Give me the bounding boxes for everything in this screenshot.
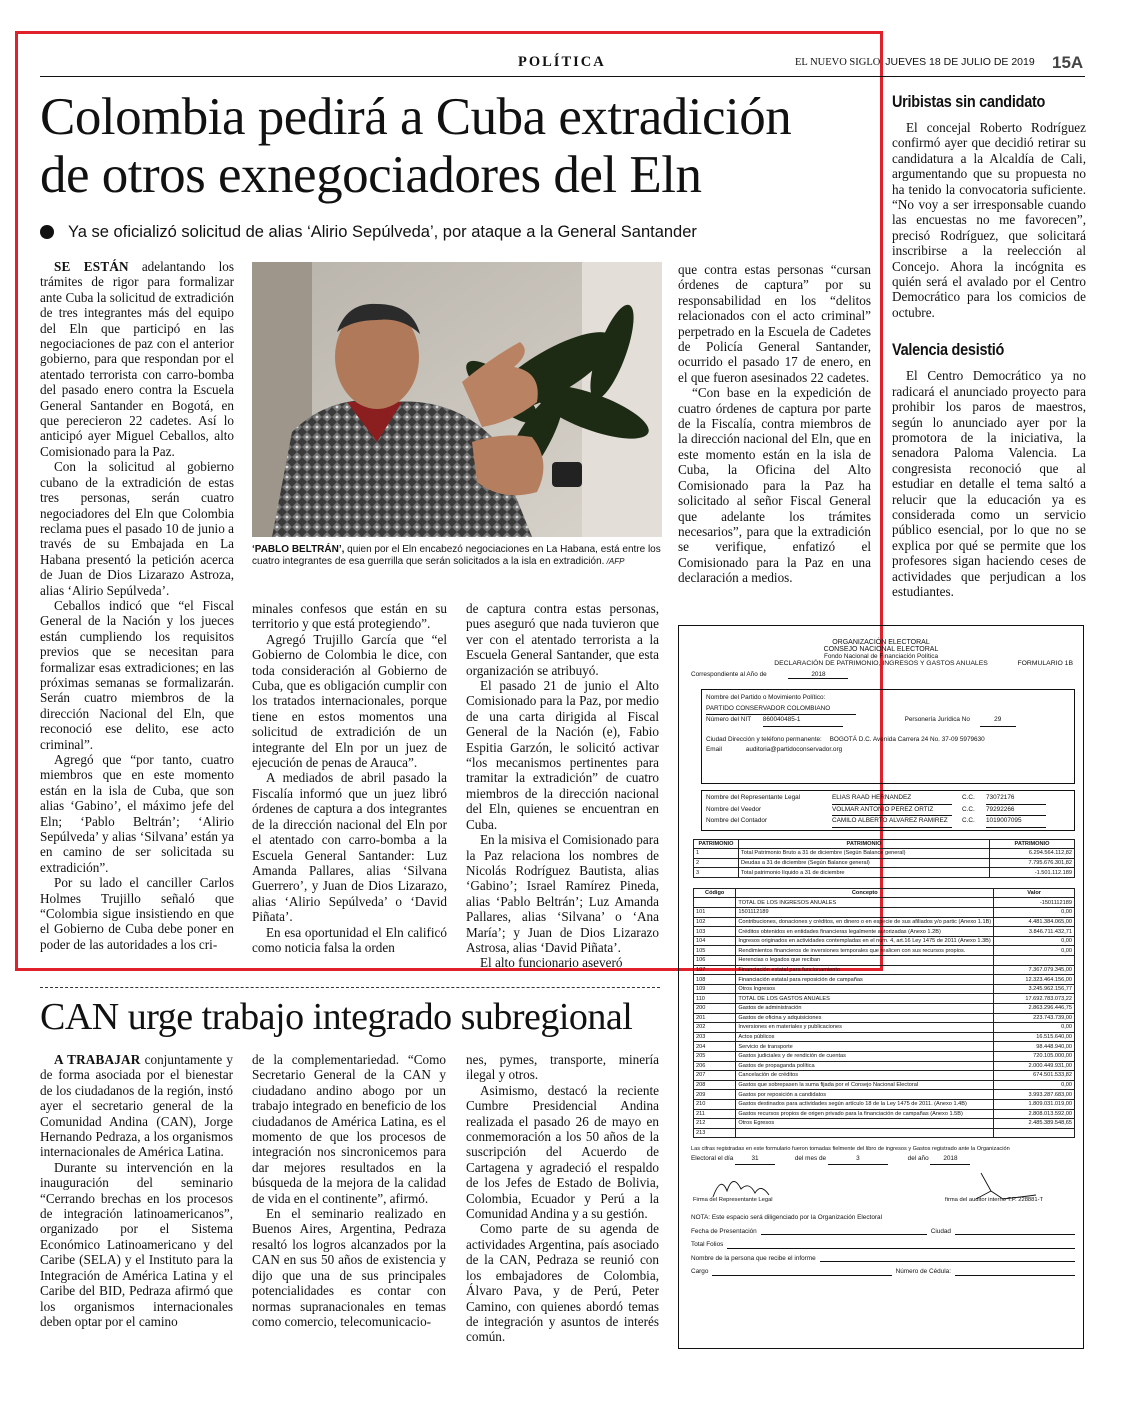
cell: [694, 898, 736, 908]
patr-header: PATRIMONIO: [990, 839, 1075, 849]
concept-header: Concepto: [736, 888, 994, 898]
photo-illustration: [252, 262, 662, 537]
paragraph: En la misiva el Comisionado para la Paz relaciona los nombres de Nicolás Rodríguez Bautista, alias ‘Gabino’; Israel Ramírez Pineda, alias ‘Pablo Beltrán’; Luz Amanda Pallares, alias ‘Silvana’ o ‘Ana María’; y Juan de Dios Lizarazo Astrosa, alias ‘David Piñata’.: [466, 832, 659, 955]
city-value: BOGOTÁ D.C. Avenida Carrera 24 No. 37-09 5979630: [829, 735, 985, 743]
person-cc: C.C.: [962, 805, 975, 813]
bullet-icon: [40, 225, 54, 239]
year-value: 2018: [788, 671, 848, 679]
cell: Cancelación de créditos: [736, 1071, 994, 1081]
main-col-3: [466, 601, 659, 971]
form-fund: Fondo Nacional de Financiación Política: [823, 653, 939, 660]
table-row: [694, 858, 1075, 868]
day-value: 31: [735, 1154, 775, 1165]
cell: [736, 1128, 994, 1138]
table-row: [694, 1119, 1075, 1129]
photo-pablo-beltran: [252, 262, 662, 537]
cell: 107: [694, 965, 736, 975]
cell: 2.863.296.446,75: [994, 1004, 1075, 1014]
cell: 1501112189: [736, 908, 994, 918]
person-row: [706, 816, 1070, 828]
subtitle: [40, 223, 870, 242]
sig-auditor-label: firma del auditor interno T.P. 228881-T: [945, 1197, 1044, 1204]
person-name: ELIAS RAAD HERNANDEZ: [832, 793, 952, 805]
cell: Gastos de propaganda política: [736, 1061, 994, 1071]
cell: 2.000.449.931,00: [994, 1061, 1075, 1071]
newspaper-name: EL NUEVO SIGLO: [795, 57, 881, 68]
cell: 102: [694, 917, 736, 927]
date-text: JUEVES 18 DE JULIO DE 2019: [885, 56, 1035, 68]
form-note: NOTA: Este espacio será diligenciado por la Organización Electoral: [691, 1214, 882, 1222]
cell: 3.846.711.432,71: [994, 927, 1075, 937]
cell: Rendimientos financieros de inversiones temporales que realicen con sus recursos propios.: [736, 946, 994, 956]
cell: Gastos judiciales y de rendición de cuentas: [736, 1051, 994, 1061]
person-cc: C.C.: [962, 817, 975, 824]
cell: -1501112189: [994, 898, 1075, 908]
cell: 720.105.000,00: [994, 1051, 1075, 1061]
paragraph: minales confesos que están en su territorio y que está protegiendo”.: [252, 601, 447, 632]
headline-line-2: de otros exnegociadores del Eln: [40, 146, 702, 204]
concept-header: Valor: [994, 888, 1075, 898]
party-box: [701, 689, 1075, 784]
field-line: [712, 1265, 891, 1276]
paragraph: Agregó que “por tanto, cuatro miembros que en este momento están en la isla de Cuba, que son alias ‘Gabino’, el máximo jefe del Eln; ‘Pablo Beltrán’; ‘Alirio Sepúlveda’ y alias ‘Silvana’ están ya en camino de ser solicitada su extradición”.: [40, 752, 234, 875]
caption-credit: /AFP: [604, 557, 625, 567]
person-number: 79292266: [986, 805, 1046, 817]
cell: Otros Ingresos: [736, 984, 994, 994]
cell: 4.481.384.065,00: [994, 917, 1075, 927]
cell: Servicio de transporte: [736, 1042, 994, 1052]
can-headline: CAN urge trabajo integrado subregional: [40, 996, 633, 1038]
paragraph: Agregó Trujillo García que “el Gobierno de Colombia le dice, con toda consideración al Gobierno de Cuba, que es obligación cumplir con los tratados internacionales, porque tiene en estos momentos una solicitud de extradición de un integrante del Eln por un juez de ejecución de penas de Arauca”.: [252, 631, 447, 771]
page-number: 15A: [1052, 53, 1084, 72]
cell: 105: [694, 946, 736, 956]
paragraph: Asimismo, destacó la reciente Cumbre Presidencial Andina realizada el pasado 26 de mayo en conmemoración a los 50 años de la suscripción del Acuerdo de Cartagena y agradeció el respaldo de los Jefes de Estado de Bolivia, Colombia, Ecuador y Perú a la Comunidad Andina y a su gestión.: [466, 1082, 659, 1222]
table-row: [694, 1099, 1075, 1109]
cell: 0,00: [994, 1080, 1075, 1090]
cell: 203: [694, 1032, 736, 1042]
cell: Total patrimonio líquido a 31 de diciembre: [739, 868, 990, 878]
cell: 207: [694, 1071, 736, 1081]
field-line: [727, 1238, 1075, 1249]
cell: Actos públicos: [736, 1032, 994, 1042]
cell: Gastos que sobrepasen la suma fijada por el Consejo Nacional Electoral: [736, 1080, 994, 1090]
year-label: Correspondiente al Año de: [691, 671, 767, 678]
form-declaration: DECLARACIÓN DE PATRIMONIO, INGRESOS Y GASTOS ANUALES: [774, 660, 988, 667]
cell: Total Patrimonio Bruto a 31 de diciembre (Según Balance general): [739, 849, 990, 859]
paragraph: que contra estas personas “cursan órdenes de captura” por su responsabilidad en los “delitos relacionados con el acto criminal” perpetrado en la Escuela de Cadetes de Policía General Santander, ocurrido el pasado 17 de enero, en el que fueron asesinados 22 cadetes.: [678, 262, 871, 385]
year2-label: del año: [907, 1155, 929, 1163]
person-name: CAMILO ALBERTO ALVAREZ RAMIREZ: [832, 816, 952, 828]
month-value: 3: [828, 1154, 888, 1165]
cell: Gastos de administración: [736, 1004, 994, 1014]
cell: Contribuciones, donaciones y créditos, en dinero o en especie de sus afiliados y/o partic (Anexo 1.1B): [736, 917, 994, 927]
can-col-3: [466, 1052, 659, 1345]
cell: 106: [694, 956, 736, 966]
cell: Gastos por reposición a candidatos: [736, 1090, 994, 1100]
cell: 103: [694, 927, 736, 937]
cell: 206: [694, 1061, 736, 1071]
form-council: CONSEJO NACIONAL ELECTORAL: [823, 646, 939, 653]
party-label: Nombre del Partido o Movimiento Político:: [706, 694, 826, 701]
field-label: Total Folios: [691, 1241, 724, 1249]
table-row: [694, 1023, 1075, 1033]
cell: [994, 1128, 1075, 1138]
table-row: [694, 994, 1075, 1004]
photo-caption: [252, 544, 664, 568]
cell: 17.692.783.073,22: [994, 994, 1075, 1004]
cell: Gastos recursos propios de origen privado para la financiación de campañas (Anexo 1.5B): [736, 1109, 994, 1119]
cell: 6.294.564.112,82: [990, 849, 1075, 859]
cell: 209: [694, 1090, 736, 1100]
cell: 101: [694, 908, 736, 918]
concept-header: Código: [694, 888, 736, 898]
cell: 110: [694, 994, 736, 1004]
cell: 3: [694, 868, 739, 878]
main-headline: [40, 88, 880, 204]
certification-text: Las cifras registradas en este formulario fueron tomadas fielmente del libro de ingresos y Gastos registrado ante la Organización: [691, 1146, 1010, 1153]
cell: 0,00: [994, 908, 1075, 918]
cell: -1.501.112.189: [990, 868, 1075, 878]
table-row: [694, 898, 1075, 908]
paragraph: nes, pymes, transporte, minería ilegal y otros.: [466, 1052, 659, 1083]
field-label: Nombre de la persona que recibe el informe: [691, 1254, 816, 1262]
paragraph: El alto funcionario aseveró: [480, 955, 623, 971]
patr-header: PATRIMONIO: [694, 839, 739, 849]
table-row: [694, 868, 1075, 878]
cell: Otros Egresos: [736, 1119, 994, 1129]
cell: TOTAL DE LOS GASTOS ANUALES: [736, 994, 994, 1004]
cell: 3.993.287.683,00: [994, 1090, 1075, 1100]
table-row: [694, 1051, 1075, 1061]
table-row: [694, 908, 1075, 918]
table-row: [694, 1004, 1075, 1014]
certification-date: [691, 1154, 1075, 1165]
cell: 0,00: [994, 946, 1075, 956]
cell: 2.808.013.592,00: [994, 1109, 1075, 1119]
table-row: [694, 936, 1075, 946]
caption-text: quien por el Eln encabezó negociaciones en La Habana, está entre los cuatro integrantes de esa guerrilla que serán solicitados a la isla en extradición.: [252, 544, 661, 568]
cell: Financiación estatal para funcionamiento: [736, 965, 994, 975]
person-name: VOLMAR ANTONIO PEREZ ORTIZ: [832, 805, 952, 817]
cell: 213: [694, 1128, 736, 1138]
paragraph: Durante su intervención en la inauguración del seminario “Cerrando brechas en los procesos de integración latinoamericanos”, organizado por el Sistema Económico Latinoamericano y del Caribe (SELA) y el Instituto para la Integración de América Latina y el Caribe del BID, Pedraza afirmó que los organismos internacionales deben optar por el camino: [40, 1159, 233, 1329]
paragraph: A mediados de abril pasado la Fiscalía informó que un juez libró órdenes de captura a dos integrantes de la dirección nacional del Eln por el atentado con carro-bomba a la Escuela General Santander: Luz Amanda Pallares, alias ‘Silvana Guerrero’, y Juan de Dios Lizarazo, alias ‘Alirio Sepúlveda’ o ‘David Piñata’.: [252, 770, 447, 925]
cell: 109: [694, 984, 736, 994]
field-line: [820, 1252, 1075, 1263]
person-role: Nombre del Contador: [706, 817, 768, 824]
subtitle-text: Ya se oficializó solicitud de alias ‘Alirio Sepúlveda’, por ataque a la General Santander: [68, 223, 697, 241]
table-row: [694, 956, 1075, 966]
cell: 201: [694, 1013, 736, 1023]
patr-header: PATRIMONIO: [739, 839, 990, 849]
lead-word: A TRABAJAR: [54, 1052, 141, 1067]
electoral-form: [678, 625, 1084, 1349]
table-row: [694, 1090, 1075, 1100]
cell: 204: [694, 1042, 736, 1052]
paragraph: de captura contra estas personas, pues aseguró que nada tuvieron que ver con el atentado terrorista a la Escuela General Santander, que esta organización se atribuyó.: [466, 601, 659, 678]
article-divider: [40, 987, 660, 988]
table-row: [694, 1032, 1075, 1042]
can-col-2: [252, 1052, 446, 1329]
main-col-1: [40, 259, 234, 952]
field-label: Número de Cédula:: [895, 1268, 951, 1276]
paragraph: Por su lado el canciller Carlos Holmes Trujillo señaló que “Colombia sigue insistiendo en que el Gobierno de Cuba debe poner en poder de las autoridades a los cri-: [40, 875, 234, 952]
cell: 108: [694, 975, 736, 985]
city-label: Ciudad Dirección y teléfono permanente:: [706, 735, 822, 743]
table-row: [694, 1128, 1075, 1138]
table-row: [694, 984, 1075, 994]
cell: TOTAL DE LOS INGRESOS ANUALES: [736, 898, 994, 908]
table-row: [694, 965, 1075, 975]
table-row: [694, 917, 1075, 927]
cell: 2.485.389.548,65: [994, 1119, 1075, 1129]
email-label: Email: [706, 746, 722, 753]
lead-word: SE ESTÁN: [54, 259, 129, 274]
paragraph: “Con base en la expedición de cuatro órdenes de captura por parte de la Fiscalía, contra miembros de la dirección nacional del Eln, que en este momento están en la isla de Cuba, la Oficina del Alto Comisionado para la Paz ha solicitado al señor Fiscal General que adelante los trámites necesarios”, para que la extradición se verifique, enfatizó el Comisionado para la Paz en una declaración a medios.: [678, 385, 871, 586]
concepts-table: [693, 888, 1075, 1138]
month-label: del mes de: [794, 1155, 827, 1163]
elect-label: Electoral el día: [691, 1155, 734, 1163]
table-row: [694, 946, 1075, 956]
person-role: Nombre del Representante Legal: [706, 794, 801, 801]
pj-label: Personería Jurídica No: [904, 716, 970, 723]
sidebar-paragraph-1: El concejal Roberto Rodríguez confirmó ayer que decidió retirar su candidatura a la Alcaldía de Cali, argumentando que su propuesta no ha tenido la convocatoria suficiente. “No voy a ser irresponsable cuando las encuestas no me favorecen”, precisó Rodríguez, que solicitará inscribirse a la reelección al Concejo. Ahora la incógnita es quién será el avalado por el Centro Democrático para los comicios de octubre.: [892, 120, 1086, 320]
cell: 0,00: [994, 936, 1075, 946]
paragraph: conjuntamente y de forma asociada por el bienestar de los ciudadanos de la región, instó ayer el secretario general de la Comunidad Andina (CAN), Jorge Hernando Pedraza, a los organismos internacionales de América Latina.: [40, 1052, 233, 1160]
sidebar-heading-1: Uribistas sin candidato: [892, 92, 1046, 111]
cell: 202: [694, 1023, 736, 1033]
cell: 3.245.962.156,77: [994, 984, 1075, 994]
cell: 212: [694, 1119, 736, 1129]
dateline: [795, 56, 1035, 68]
paragraph: Ceballos indicó que “el Fiscal General de la Nación y los jueces están cumpliendo los requisitos previos que se necesitan para formalizar esas extradiciones; en las próximas semanas se formalizarán. Serán cuatro miembros de la dirección Nacional del Eln, que reconoció ese delito, ese acto criminal”.: [40, 597, 234, 752]
cell: 7.367.079.345,00: [994, 965, 1075, 975]
field-line: [955, 1225, 1075, 1236]
cell: [994, 956, 1075, 966]
table-row: [694, 975, 1075, 985]
cell: 205: [694, 1051, 736, 1061]
field-label: Cargo: [691, 1268, 709, 1276]
patrimonio-table: [693, 839, 1075, 878]
can-col-1: [40, 1052, 233, 1329]
table-row: [694, 1109, 1075, 1119]
cell: 2: [694, 858, 739, 868]
person-number: 1019007095: [986, 816, 1046, 828]
table-row: [694, 1061, 1075, 1071]
table-row: [694, 1080, 1075, 1090]
cell: 1.809.031.019,00: [994, 1099, 1075, 1109]
main-col-4: [678, 262, 871, 586]
person-row: [706, 793, 1070, 805]
person-row: [706, 805, 1070, 817]
paragraph: Con la solicitud al gobierno cubano de la extradición de estas tres personas, serán cuatro negociadores del Eln que Colombia reclama pues el pasado 10 de junio a través de su Embajada en La Habana presentó la petición acerca de Juan de Dios Lizarazo Astroza, alias ‘Alirio Sepúlveda’.: [40, 459, 234, 598]
cell: 104: [694, 936, 736, 946]
form-org: ORGANIZACIÓN ELECTORAL: [832, 639, 930, 646]
table-row: [694, 927, 1075, 937]
main-col-2: [252, 601, 447, 955]
cell: 208: [694, 1080, 736, 1090]
cell: 200: [694, 1004, 736, 1014]
sig-rep-label: Firma del Representante Legal: [693, 1197, 773, 1204]
nit-label: Número del NIT: [706, 716, 751, 723]
table-row: [694, 849, 1075, 859]
header-rule: [40, 76, 1085, 77]
person-number: 73072176: [986, 793, 1046, 805]
paragraph: En el seminario realizado en Buenos Aires, Argentina, Pedraza resaltó los logros alcanzados por la CAN en sus 50 años de existencia y dijo que una de sus principales potencialidades es contar con normas supranacionales en temas como comercio, telecomunicacio-: [252, 1206, 446, 1329]
pj-value: 29: [980, 715, 1016, 727]
headline-line-1: Colombia pedirá a Cuba extradición: [40, 88, 792, 146]
cell: Gastos de oficina y adquisiciones: [736, 1013, 994, 1023]
cell: Ingresos originados en actividades contempladas en el num. 4, art.16 Ley 1475 de 2011 (Anexo 1.3B): [736, 936, 994, 946]
paragraph: En esa oportunidad el Eln calificó como noticia falsa la orden: [252, 924, 447, 955]
field-line: [761, 1225, 927, 1236]
sidebar-paragraph-2: El Centro Democrático ya no radicará el anunciado proyecto para prohibir los paros de maestros, según lo anunciado ayer por la promotora de la iniciativa, la senadora Paloma Valencia. La congresista reconoció que al estudiar en detalle el tema saltó a relucir que la educación ya es considerada como un servicio público esencial, por lo que no se explica por qué se permite que los profesores sigan haciendo ceses de actividades que perjudican a los estudiantes.: [892, 368, 1086, 599]
table-row: [694, 1042, 1075, 1052]
nit-value: 860040485-1: [763, 715, 843, 727]
cell: Deudas a 31 de diciembre (Según Balance general): [739, 858, 990, 868]
cell: 16.515.640,00: [994, 1032, 1075, 1042]
form-number: FORMULARIO 1B: [1017, 660, 1073, 667]
cell: 674.501.533,82: [994, 1071, 1075, 1081]
paragraph: de la complementariedad. “Como Secretario General de la CAN y ciudadano andino abogo por un trabajo integrado en beneficio de los ciudadanos de América Latina, es el momento de que los procesos de integración nos sincronicemos para dar mejores resultados en la búsqueda de la mejora de la calidad de vida en el continente”, afirmó.: [252, 1052, 446, 1206]
cell: Inversiones en materiales y publicaciones: [736, 1023, 994, 1033]
cell: 98.448.940,00: [994, 1042, 1075, 1052]
cell: Herencias o legados que reciban: [736, 956, 994, 966]
cell: Créditos obtenidos en entidades financieras legalmente autorizadas (Anexo 1.2B): [736, 927, 994, 937]
people-box: [701, 790, 1075, 831]
field-line: [955, 1265, 1075, 1276]
cell: 211: [694, 1109, 736, 1119]
paragraph: adelantando los trámites de rigor para formalizar ante Cuba la solicitud de extradición de tres integrantes más del equipo del Eln que participó en las negociaciones de paz con el anterior gobierno, para que respondan por el atentado terrorista con carro-bomba del pasado enero contra la Escuela General Santander en Bogotá, en que perecieron 22 cadetes. Así lo anticipó ayer Miguel Ceballos, alto Comisionado para la Paz.: [40, 259, 234, 459]
sidebar-heading-2: Valencia desistió: [892, 340, 1005, 360]
cell: 0,00: [994, 1023, 1075, 1033]
caption-name: ‘PABLO BELTRÁN’,: [252, 544, 345, 555]
year2-value: 2018: [930, 1154, 970, 1165]
cell: Gastos destinados para actividades según artículo 18 de la Ley 1475 de 2011. (Anexo 1.4B): [736, 1099, 994, 1109]
email-value: auditoria@partidoconservador.org: [745, 746, 843, 753]
cell: 210: [694, 1099, 736, 1109]
field-label: Fecha de Presentación: [691, 1227, 757, 1235]
table-row: [694, 1071, 1075, 1081]
sidebar: [892, 92, 1086, 599]
paragraph: Como parte de su agenda de actividades Argentina, país asociado de la CAN, Pedraza se reunió con los embajadores de Colombia, Álvaro Pava, y de Perú, Peter Camino, con quienes abordó temas de integración y asuntos de interés común.: [466, 1221, 659, 1345]
table-row: [694, 1013, 1075, 1023]
cell: 12.323.464.156,00: [994, 975, 1075, 985]
cell: 7.795.676.301,82: [990, 858, 1075, 868]
cell: 223.743.739,00: [994, 1013, 1075, 1023]
party-name: PARTIDO CONSERVADOR COLOMBIANO: [706, 704, 856, 716]
paragraph: El pasado 21 de junio el Alto Comisionado para la Paz, por medio de una carta dirigida al Fiscal General de la Nación (e), Fabio Espitia Garzón, le solicitó activar “los mecanismos pertinentes para tramitar la extradición” de cuatro miembros de la dirección nacional del Eln, quienes se encuentran en Cuba.: [466, 678, 659, 832]
cell: 1: [694, 849, 739, 859]
person-role: Nombre del Veedor: [706, 805, 762, 813]
person-cc: C.C.: [962, 794, 975, 801]
cell: Financiación estatal para reposición de campañas: [736, 975, 994, 985]
section-label: POLÍTICA: [518, 54, 606, 70]
field-label: Ciudad: [930, 1227, 951, 1235]
